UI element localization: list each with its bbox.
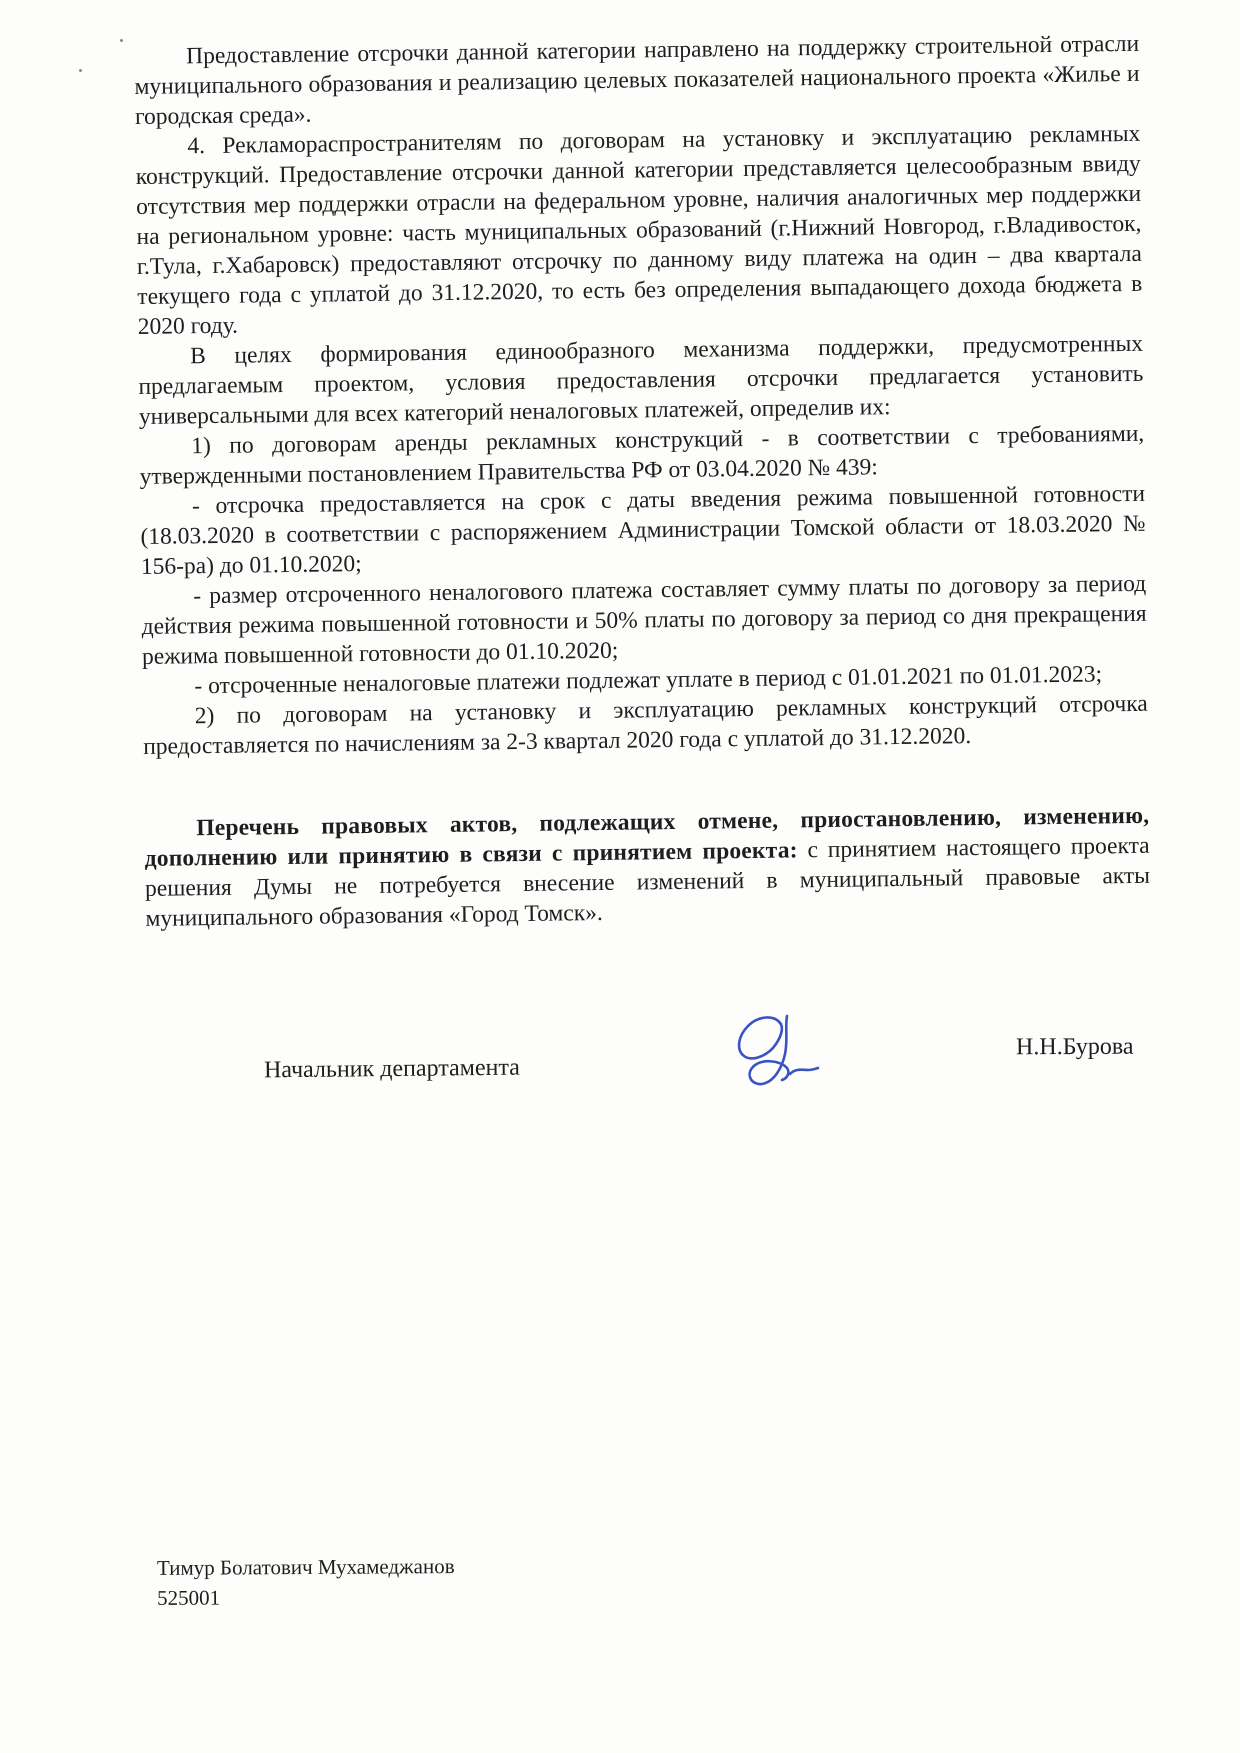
- paragraph: - отсроченные неналоговые платежи подлежат уплате в период с 01.01.2021 по 01.01.2023;: [194, 661, 1103, 700]
- signatory-name: Н.Н.Бурова: [1015, 1033, 1134, 1061]
- paragraph: - отсрочка предоставляется на срок с даты введения режима повышенной готовности (18.03.2020 в соответствии с распоряжением Администрации Томской области от 18.03.2020 № 156-ра) до 01.10.2020;: [140, 480, 1146, 580]
- paragraph: Предоставление отсрочки данной категории направлено на поддержку строительной отрасли муниципального образования и реализацию целевых показателей национального проекта «Жилье и городская среда».: [134, 30, 1140, 130]
- acts-paragraph-bold-lead: Перечень правовых актов, подлежащих отмене, приостановлению, изменению, дополнению или принятию в связи с принятием проекта:: [144, 802, 1150, 872]
- executor-footer: [157, 1551, 455, 1613]
- paragraph: 2) по договорам на установку и эксплуатацию рекламных конструкций отсрочка предоставляется по начислениям за 2-3 квартал 2020 года с уплатой до 31.12.2020.: [143, 690, 1148, 760]
- handwritten-signature-icon: [724, 1010, 824, 1100]
- paragraph: 1) по договорам аренды рекламных конструкций - в соответствии с требованиями, утвержденными постановлением Правительства РФ от 03.04.2020 № 439:: [139, 420, 1145, 490]
- acts-paragraph-rest: с принятием настоящего проекта решения Думы не потребуется внесение изменений в муниципальный правовые акты муниципального образования «Город Томск».: [144, 832, 1151, 932]
- acts-list-paragraph: [144, 801, 1150, 934]
- scan-speck: [120, 39, 123, 42]
- document-body: [134, 29, 1151, 934]
- executor-name: Тимур Болатович Мухамеджанов: [156, 1554, 455, 1580]
- paragraph: 4. Рекламораспространителям по договорам на установку и эксплуатацию рекламных конструкций. Предоставление отсрочки данной категории представляется целесообразным ввиду отсутствия мер поддержки отрасли на федеральном уровне, наличия аналогичных мер поддержки на региональном уровне: часть муниципальных образований (г.Нижний Новгород, г.Владивосток, г.Тула, г.Хабаровск) предоставляют отсрочку по данному виду платежа на один – два квартала текущего года с уплатой до 31.12.2020, то есть без определения выпадающего дохода бюджета в 2020 году.: [135, 120, 1143, 340]
- paragraph: В целях формирования единообразного механизма поддержки, предусмотренных предлагаемым проектом, условия предоставления отсрочки предлагается установить универсальными для всех категорий неналоговых платежей, определив их:: [138, 330, 1144, 430]
- scan-speck: [79, 69, 82, 72]
- signatory-title: Начальник департамента: [263, 1054, 520, 1084]
- paragraph: - размер отсроченного неналогового платежа составляет сумму платы по договору за период действия режима повышенной готовности и 50% платы по договору за период со дня прекращения режима повышенной готовности до 01.10.2020;: [141, 570, 1147, 670]
- executor-code: 525001: [157, 1585, 221, 1610]
